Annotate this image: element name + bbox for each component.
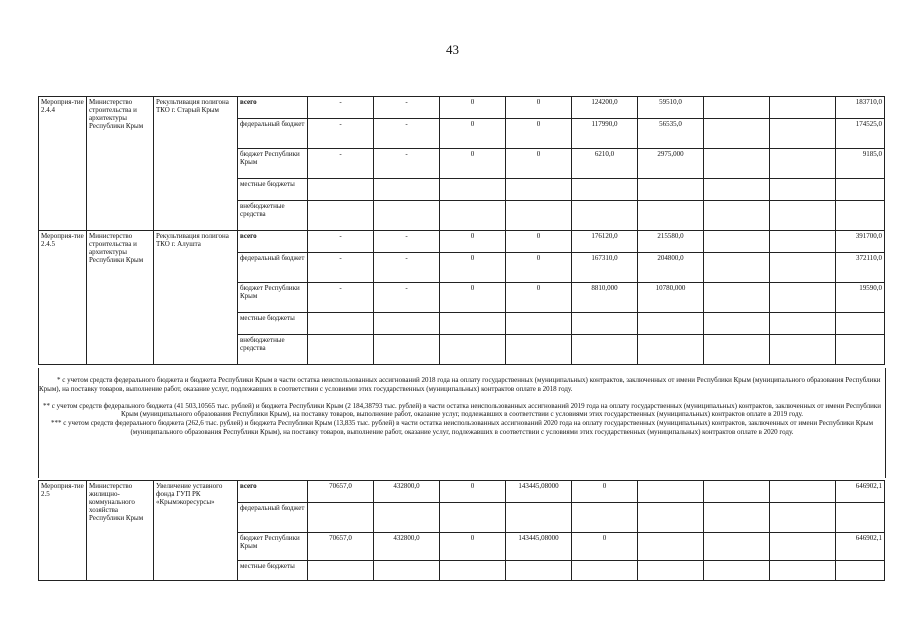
table-cell: - (374, 253, 440, 283)
table-cell-total: 183710,0 (836, 97, 885, 119)
table-cell: - (374, 231, 440, 253)
table-cell: 0 (506, 149, 572, 179)
table-cell: 0 (572, 481, 638, 503)
row-label-republic: бюджет Республики Крым (238, 283, 308, 313)
row-label-total: всего (238, 481, 308, 503)
table-cell: 124200,0 (572, 97, 638, 119)
table-cell-total: 19590,0 (836, 283, 885, 313)
table-cell: - (308, 253, 374, 283)
table-cell: 0 (440, 149, 506, 179)
table-cell-total: 391700,0 (836, 231, 885, 253)
table-cell: - (308, 283, 374, 313)
measure-name: Увеличение уставного фонда ГУП РК «Крымэкоресурсы» (154, 481, 238, 581)
table-cell: 6210,0 (572, 149, 638, 179)
table-cell-total: 9185,0 (836, 149, 885, 179)
table-cell-total: 174525,0 (836, 119, 885, 149)
footnotes (38, 368, 886, 478)
budget-table-lower (38, 480, 885, 581)
measure-executor: Министерство жилищно-коммунального хозяйства Республики Крым (87, 481, 154, 581)
table-cell: 0 (440, 481, 506, 503)
table-cell: 8810,000 (572, 283, 638, 313)
table-cell: - (308, 149, 374, 179)
table-cell: 0 (440, 231, 506, 253)
table-cell: 0 (572, 533, 638, 561)
table-cell: 0 (506, 231, 572, 253)
row-label-total: всего (238, 97, 308, 119)
table-cell: 215580,0 (638, 231, 704, 253)
row-label-local: местные бюджеты (238, 179, 308, 201)
measure-executor: Министерство строительства и архитектуры Республики Крым (87, 231, 154, 365)
table-row (39, 231, 885, 253)
table-cell: 432800,0 (374, 533, 440, 561)
budget-table-upper (38, 96, 885, 365)
row-label-federal: федеральный бюджет (238, 253, 308, 283)
table-cell: - (374, 119, 440, 149)
table-cell: - (374, 283, 440, 313)
measure-code: Мероприя-тие 2.5 (39, 481, 87, 581)
table-cell: 0 (506, 97, 572, 119)
row-label-federal: федеральный бюджет (238, 503, 308, 533)
table-cell: 0 (506, 119, 572, 149)
measure-code: Мероприя-тие 2.4.4 (39, 97, 87, 231)
table-row (39, 97, 885, 119)
row-label-local: местные бюджеты (238, 561, 308, 581)
table-cell: 0 (440, 533, 506, 561)
table-cell: 117990,0 (572, 119, 638, 149)
table-cell: 59510,0 (638, 97, 704, 119)
table-cell: 70657,0 (308, 533, 374, 561)
table-cell: 0 (506, 253, 572, 283)
row-label-federal: федеральный бюджет (238, 119, 308, 149)
footnote-2: ** с учетом средств федерального бюджета (41 503,10565 тыс. рублей) и бюджета Республики Крым (2 184,38793 тыс. рублей) в части остатка неиспользованных ассигнований 2019 года на оплату государственных (муниципальных) контрактов, заключенных от имени Республики Крым (муниципального образования Республики Крым), на поставку товаров, выполнение работ, оказание услуг, подлежавших в соответствии с условиями этих государственных (муниципальных) контрактов оплате в 2019 году. (42, 401, 882, 419)
table-cell: - (374, 97, 440, 119)
row-label-local: местные бюджеты (238, 313, 308, 335)
table-cell: - (308, 231, 374, 253)
table-cell: - (308, 119, 374, 149)
table-cell: 70657,0 (308, 481, 374, 503)
table-cell: 0 (506, 283, 572, 313)
table-cell-total: 646902,1 (836, 533, 885, 561)
table-cell: 10780,000 (638, 283, 704, 313)
row-label-extra: внебюджетные средства (238, 201, 308, 231)
table-cell: 143445,08000 (506, 481, 572, 503)
table-cell: 0 (440, 253, 506, 283)
table-cell: 432800,0 (374, 481, 440, 503)
table-cell: 167310,0 (572, 253, 638, 283)
row-label-extra: внебюджетные средства (238, 335, 308, 365)
footnote-3: *** с учетом средств федерального бюджета (262,6 тыс. рублей) и бюджета Республики Крым (13,835 тыс. рублей) в части остатка неиспользованных ассигнований 2020 года на оплату государственных (муниципальных) контрактов, заключенных от имени Республики Крым (муниципального образования Республики Крым), на поставку товаров, выполнение работ, оказание услуг, подлежавших в соответствии с условиями этих государственных (муниципальных) контрактов оплате в 2020 году. (50, 419, 874, 436)
table-row (39, 481, 885, 503)
table-cell: - (374, 149, 440, 179)
row-label-republic: бюджет Республики Крым (238, 149, 308, 179)
row-label-republic: бюджет Республики Крым (238, 533, 308, 561)
table-cell: 2975,000 (638, 149, 704, 179)
table-cell: 204800,0 (638, 253, 704, 283)
measure-name: Рекультивация полигона ТКО г. Старый Крым (154, 97, 238, 231)
table-cell: 56535,0 (638, 119, 704, 149)
table-cell: 143445,08000 (506, 533, 572, 561)
table-cell-total: 372110,0 (836, 253, 885, 283)
table-cell: 176120,0 (572, 231, 638, 253)
row-label-total: всего (238, 231, 308, 253)
table-cell: 0 (440, 283, 506, 313)
page-number: 43 (446, 42, 459, 57)
table-cell: 0 (440, 119, 506, 149)
measure-executor: Министерство строительства и архитектуры Республики Крым (87, 97, 154, 231)
table-cell: 0 (440, 97, 506, 119)
footnote-1: * с учетом средств федерального бюджета и бюджета Республики Крым в части остатка неиспользованных ассигнований 2018 года на оплату государственных (муниципальных) контрактов, заключенных от имени Республики Крым (муниципального образования Республики Крым), на поставку товаров, выполнение работ, оказание услуг, подлежавших в соответствии с условиями этих государственных (муниципальных) контрактов оплате в 2018 году. (39, 376, 881, 393)
measure-code: Мероприя-тие 2.4.5 (39, 231, 87, 365)
table-cell-total: 646902,1 (836, 481, 885, 503)
table-cell: - (308, 97, 374, 119)
measure-name: Рекультивация полигона ТКО г. Алушта (154, 231, 238, 365)
